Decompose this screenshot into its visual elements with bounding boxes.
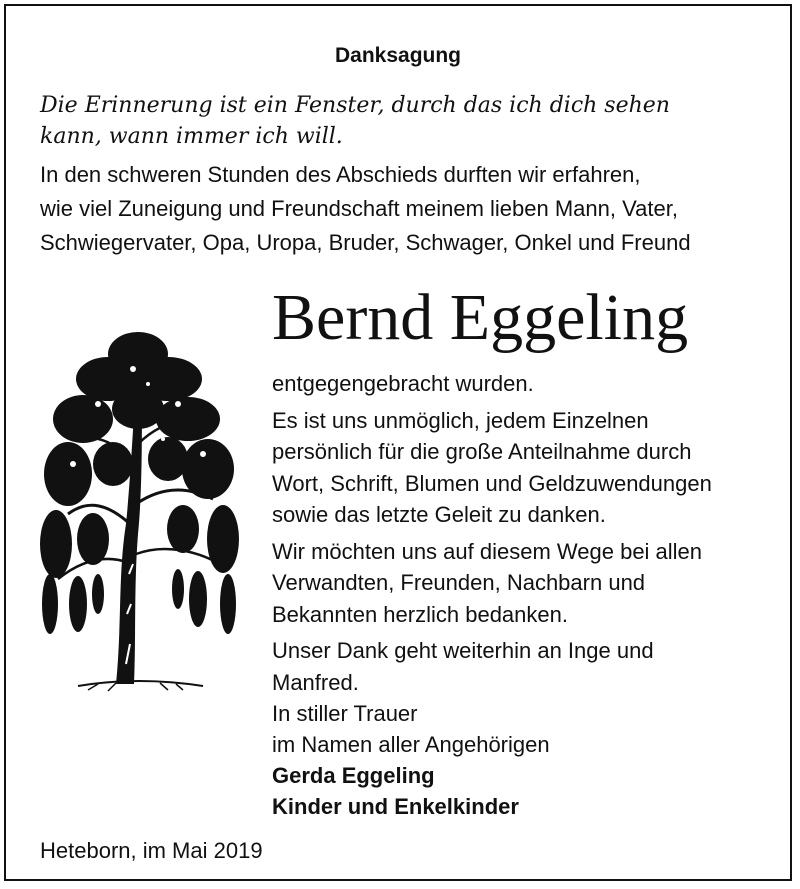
motto-quote xyxy=(40,90,760,152)
signature-line: im Namen aller Angehörigen xyxy=(272,732,550,757)
text-line: Wort, Schrift, Blumen und Geldzuwendungen xyxy=(272,470,712,496)
intro-line: wie viel Zuneigung und Freundschaft meinem lieben Mann, Vater, xyxy=(40,196,678,221)
intro-line: Schwiegervater, Opa, Uropa, Bruder, Schwager, Onkel und Freund xyxy=(40,230,691,255)
paragraph xyxy=(272,405,792,531)
signature-name: Kinder und Enkelkinder xyxy=(272,794,519,819)
intro-text xyxy=(40,158,780,260)
text-line: Es ist uns unmöglich, jedem Einzelnen xyxy=(272,407,649,433)
text-line: Bekannten herzlich bedanken. xyxy=(272,601,568,627)
signature-name: Gerda Eggeling xyxy=(272,763,435,788)
place-date: Heteborn, im Mai 2019 xyxy=(40,838,263,863)
intro-line: In den schweren Stunden des Abschieds durften wir erfahren, xyxy=(40,162,641,187)
text-line: Manfred. xyxy=(272,669,359,695)
text-line: Wir möchten uns auf diesem Wege bei allen xyxy=(272,538,703,564)
text-line: Unser Dank geht weiterhin an Inge und xyxy=(272,638,654,663)
motto-line: Die Erinnerung ist ein Fenster, durch das ich dich sehen xyxy=(40,93,670,118)
deceased-name: Bernd Eggeling xyxy=(272,281,689,354)
signature-line: In stiller Trauer xyxy=(272,701,418,726)
signature-block xyxy=(272,698,550,822)
text-line: persönlich für die große Anteilnahme durch xyxy=(272,439,692,464)
paragraph xyxy=(272,536,792,631)
paragraph xyxy=(272,368,792,400)
motto-line: kann, wann immer ich will. xyxy=(40,124,343,149)
thanks-text xyxy=(272,368,792,703)
notice-title: Danksagung xyxy=(334,44,462,67)
birch-tree-icon xyxy=(38,324,243,702)
paragraph xyxy=(272,635,792,698)
text-line: Verwandten, Freunden, Nachbarn und xyxy=(272,570,646,595)
text-line: entgegengebracht wurden. xyxy=(272,371,534,396)
text-line: sowie das letzte Geleit zu danken. xyxy=(272,502,606,527)
obituary-notice xyxy=(4,4,792,881)
